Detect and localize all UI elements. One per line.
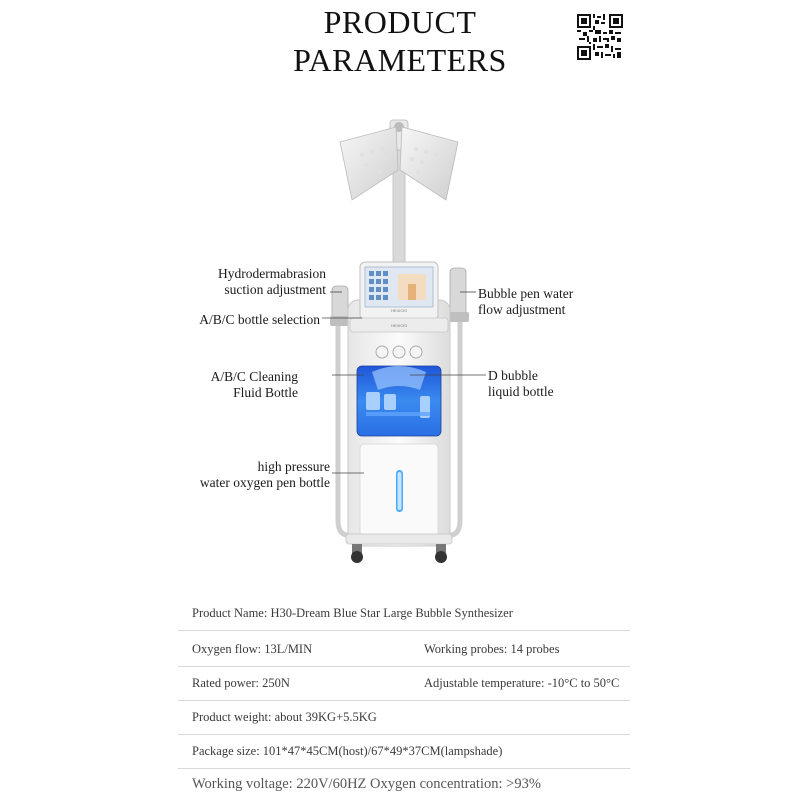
- callout-high-pressure: high pressure water oxygen pen bottle: [199, 459, 330, 490]
- spec-adjustable-temp: Adjustable temperature: -10°C to 50°C: [424, 676, 620, 690]
- callout-bubble-pen: Bubble pen water flow adjustment: [478, 286, 574, 317]
- machine-brand: HEXICEI: [390, 308, 408, 313]
- page-title-line2: PARAMETERS: [293, 42, 507, 78]
- spec-row: [178, 700, 630, 735]
- spec-row: [178, 666, 630, 701]
- spec-row: [178, 767, 630, 801]
- callout-bottle-selection: A/B/C bottle selection: [199, 312, 320, 327]
- spec-row: [178, 734, 630, 769]
- spec-working-probes: Working probes: 14 probes: [424, 642, 560, 656]
- spec-product-weight: Product weight: about 39KG+5.5KG: [192, 710, 377, 724]
- spec-rated-power: Rated power: 250N: [192, 676, 290, 690]
- page-title-line1: PRODUCT: [323, 4, 477, 40]
- spec-working-voltage: Working voltage: 220V/60HZ Oxygen concentration: >93%: [192, 776, 541, 792]
- callout-d-bubble: D bubble liquid bottle: [488, 368, 554, 399]
- spec-row: [178, 632, 630, 667]
- callout-hydrodermabrasion: Hydrodermabrasion suction adjustment: [218, 266, 326, 297]
- spec-product-name: Product Name: H30-Dream Blue Star Large Bubble Synthesizer: [192, 606, 513, 620]
- spec-package-size: Package size: 101*47*45CM(host)/67*49*37CM(lampshade): [192, 744, 503, 758]
- spec-oxygen-flow: Oxygen flow: 13L/MIN: [192, 642, 313, 656]
- machine-brand-tray: HEXICEI: [390, 323, 408, 328]
- callout-cleaning-fluid: A/B/C Cleaning Fluid Bottle: [210, 369, 298, 400]
- spec-row: [178, 596, 630, 631]
